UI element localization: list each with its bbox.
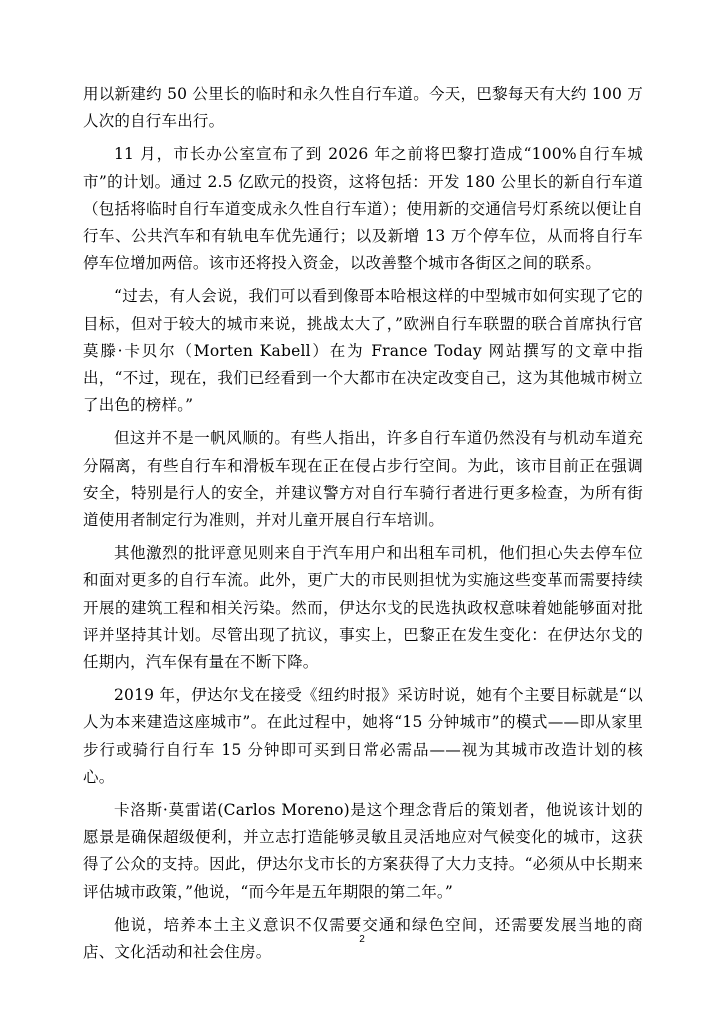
paragraph-4: 但这并不是一帆风顺的。有些人指出，许多自行车道仍然没有与机动车道充分隔离，有些自行车和滑板车现在正在侵占步行空间。为此，该市目前正在强调安全，特别是行人的安全，并建议警方对自行车骑行者进行更多检查，为所有街道使用者制定行为准则，并对儿童开展自行车培训。: [83, 429, 643, 530]
page-number: 2: [359, 934, 365, 945]
paragraph-6: 2019 年，伊达尔戈在接受《纽约时报》采访时说，她有个主要目标就是“以人为本来建造这座城市”。在此过程中，她将“15 分钟城市”的模式——即从家里步行或骑行自行车 15 分钟即可买到日常必需品——视为其城市改造计划的核心。: [83, 686, 643, 786]
paragraph-2: 11 月，市长办公室宣布了到 2026 年之前将巴黎打造成“100%自行车城市”的计划。通过 2.5 亿欧元的投资，这将包括：开发 180 公里长的新自行车道（包括将临时自行车道变成永久性自行车道）；使用新的交通信号灯系统以便让自行车、公共汽车和有轨电车优先通行；以及新增 13 万个停车位，从而将自行车停车位增加两倍。该市还将投入资金，以改善整个城市各街区之间的联系。: [83, 145, 643, 273]
paragraph-7: 卡洛斯·莫雷诺(Carlos Moreno)是这个理念背后的策划者，他说该计划的愿景是确保超级便利，并立志打造能够灵敏且灵活地应对气候变化的城市，这获得了公众的支持。因此，伊达尔戈市长的方案获得了大力支持。“必须从中长期来评估城市政策，”他说，“而今年是五年期限的第二年。”: [83, 801, 643, 901]
paragraph-1: 用以新建约 50 公里长的临时和永久性自行车道。今天，巴黎每天有大约 100 万人次的自行车出行。: [83, 85, 643, 131]
paragraph-3: “过去，有人会说，我们可以看到像哥本哈根这样的中型城市如何实现了它的目标，但对于较大的城市来说，挑战太大了，”欧洲自行车联盟的联合首席执行官莫滕·卡贝尔（Morten Kabell）在为 France Today 网站撰写的文章中指出，“不过，现在，我们已经看到一个大都市在决定改变自己，这为其他城市树立了出色的榜样。”: [83, 287, 643, 415]
body-text: [83, 81, 643, 972]
paragraph-5: 其他激烈的批评意见则来自于汽车用户和出租车司机，他们担心失去停车位和面对更多的自行车流。此外，更广大的市民则担忧为实施这些变革而需要持续开展的建筑工程和相关污染。然而，伊达尔戈的民选执政权意味着她能够面对批评并坚持其计划。尽管出现了抗议，事实上，巴黎正在发生变化：在伊达尔戈的任期内，汽车保有量在不断下降。: [83, 544, 643, 672]
paragraph-8: 他说，培养本土主义意识不仅需要交通和绿色空间，还需要发展当地的商店、文化活动和社会住房。: [83, 915, 643, 962]
